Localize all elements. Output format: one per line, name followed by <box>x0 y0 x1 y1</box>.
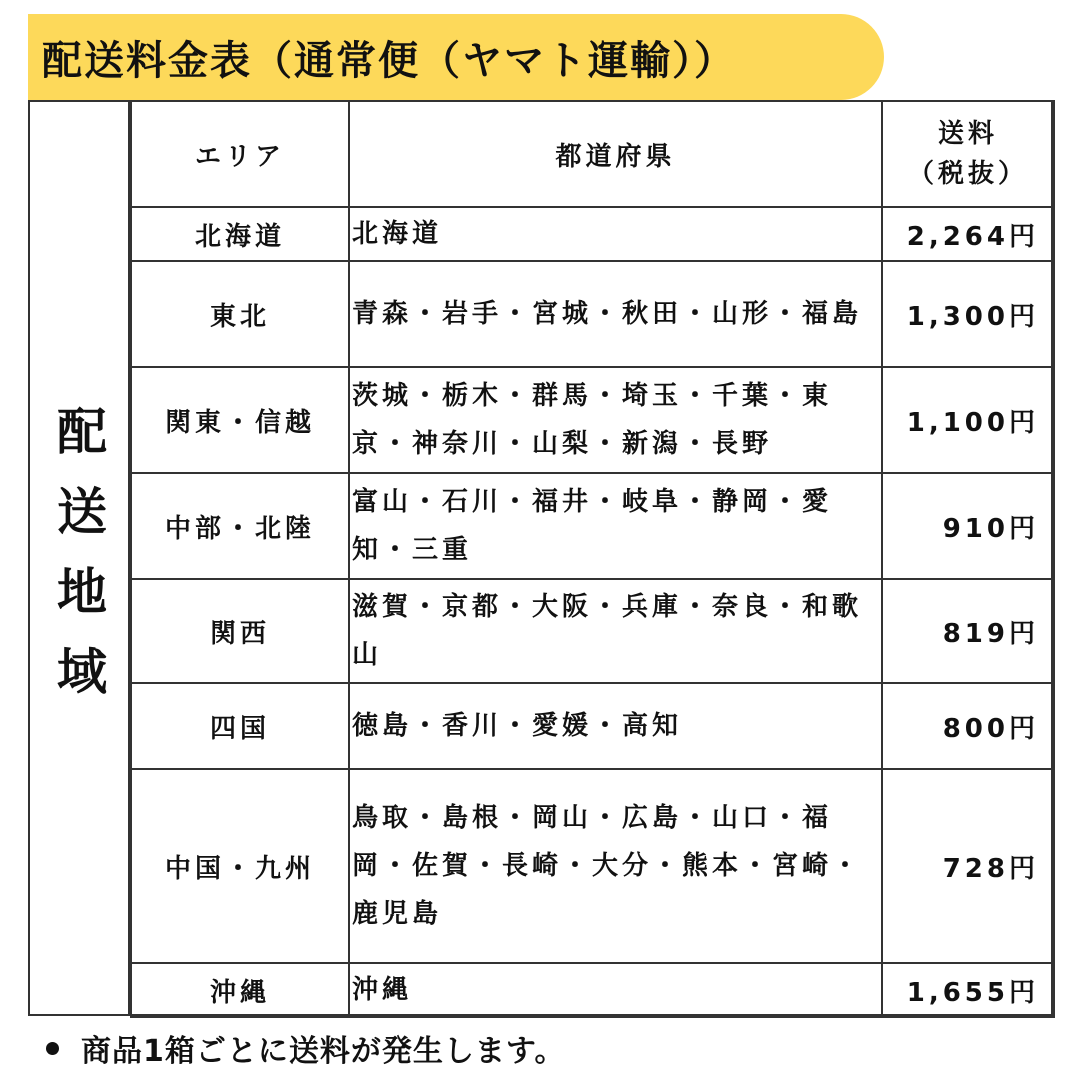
prefectures-cell: 富山・石川・福井・岐阜・静岡・愛知・三重 <box>349 473 882 579</box>
header-prefectures: 都道府県 <box>349 101 882 207</box>
page-title: 配送料金表（通常便（ヤマト運輸）） <box>42 37 736 84</box>
price-cell: 728円 <box>882 769 1054 963</box>
bullet-icon <box>46 1042 59 1055</box>
table-header-row <box>131 101 1054 207</box>
price-cell: 1,655円 <box>882 963 1054 1017</box>
area-cell: 四国 <box>131 683 349 769</box>
shipping-note-text: 商品1箱ごとに送料が発生します。 <box>81 1034 566 1069</box>
prefectures-cell: 徳島・香川・愛媛・高知 <box>349 683 882 769</box>
price-cell: 1,300円 <box>882 261 1054 367</box>
table-row <box>131 207 1054 261</box>
area-cell: 東北 <box>131 261 349 367</box>
table-row <box>131 683 1054 769</box>
table-row <box>131 473 1054 579</box>
prefectures-cell: 青森・岩手・宮城・秋田・山形・福島 <box>349 261 882 367</box>
prefectures-cell: 滋賀・京都・大阪・兵庫・奈良・和歌山 <box>349 579 882 683</box>
price-cell: 819円 <box>882 579 1054 683</box>
table-row <box>131 963 1054 1017</box>
title-banner <box>28 14 884 100</box>
price-cell: 800円 <box>882 683 1054 769</box>
delivery-region-label <box>28 100 130 1016</box>
price-cell: 2,264円 <box>882 207 1054 261</box>
shipping-note <box>46 1026 565 1070</box>
delivery-region-label-text: 配送地域 <box>49 405 107 725</box>
header-area: エリア <box>131 101 349 207</box>
table-row <box>131 261 1054 367</box>
shipping-rate-table <box>130 100 1055 1018</box>
area-cell: 関西 <box>131 579 349 683</box>
prefectures-cell: 北海道 <box>349 207 882 261</box>
table-row <box>131 769 1054 963</box>
prefectures-cell: 茨城・栃木・群馬・埼玉・千葉・東京・神奈川・山梨・新潟・長野 <box>349 367 882 473</box>
header-price-line1: 送料 <box>937 119 998 149</box>
header-price <box>882 101 1054 207</box>
table-row <box>131 367 1054 473</box>
prefectures-cell: 鳥取・島根・岡山・広島・山口・福岡・佐賀・長崎・大分・熊本・宮崎・鹿児島 <box>349 769 882 963</box>
prefectures-cell: 沖縄 <box>349 963 882 1017</box>
header-price-line2: （税抜） <box>907 159 1028 189</box>
area-cell: 中部・北陸 <box>131 473 349 579</box>
price-cell: 910円 <box>882 473 1054 579</box>
table-row <box>131 579 1054 683</box>
area-cell: 中国・九州 <box>131 769 349 963</box>
area-cell: 関東・信越 <box>131 367 349 473</box>
price-cell: 1,100円 <box>882 367 1054 473</box>
area-cell: 北海道 <box>131 207 349 261</box>
area-cell: 沖縄 <box>131 963 349 1017</box>
